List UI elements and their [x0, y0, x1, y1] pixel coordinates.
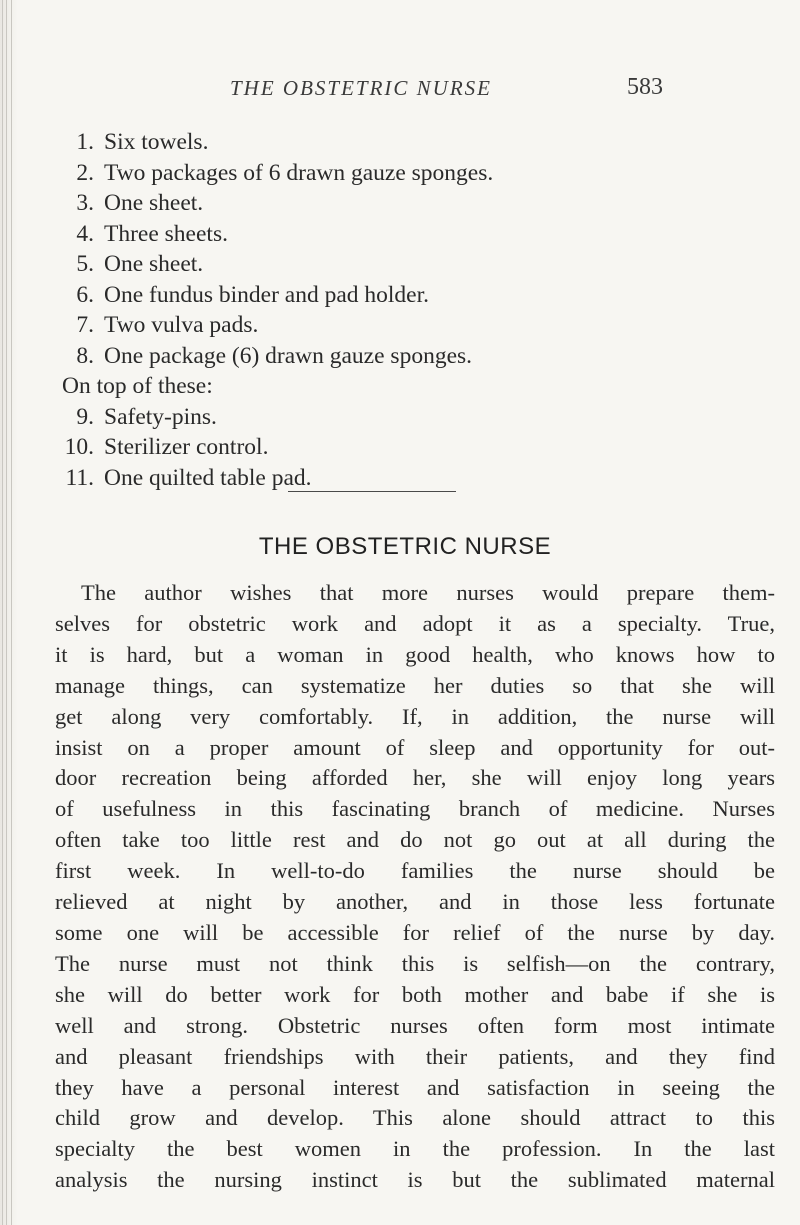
- list-item-number: 7.: [76, 312, 94, 338]
- page-edge-line: [2, 0, 3, 1225]
- paragraph-line: selves for obstetric work and adopt it as a specialty. True,: [55, 610, 775, 636]
- paragraph-line: door recreation being afforded her, she will enjoy long years: [55, 765, 775, 791]
- page-edge-line: [11, 0, 12, 1225]
- list-item-text: Sterilizer control.: [104, 434, 269, 460]
- paragraph-line: and pleasant friendships with their patients, and they find: [55, 1043, 775, 1069]
- list-item: [55, 402, 755, 433]
- list-subheading: [55, 371, 755, 402]
- list-item-number: 2.: [76, 159, 94, 186]
- list-item-number: 9.: [76, 403, 94, 430]
- list-item-text: One sheet.: [104, 190, 204, 216]
- list-item: [55, 188, 755, 219]
- list-item-text: Six towels.: [104, 129, 209, 155]
- running-head-title: THE OBSTETRIC NURSE: [230, 76, 493, 100]
- list-item: [55, 158, 755, 189]
- list-item-text: Two vulva pads.: [104, 312, 259, 338]
- running-head: [0, 76, 800, 106]
- list-item-number: 10.: [64, 434, 94, 460]
- paragraph-line: insist on a proper amount of sleep and opportunity for out-: [55, 734, 775, 760]
- paragraph-line: some one will be accessible for relief of the nurse by day.: [55, 919, 775, 945]
- paragraph-line: they have a personal interest and satisfaction in seeing the: [55, 1074, 775, 1100]
- paragraph-line: of usefulness in this fascinating branch of medicine. Nurses: [55, 796, 775, 822]
- list-item-text: One package (6) drawn gauze sponges.: [104, 342, 473, 369]
- paragraph-line: analysis the nursing instinct is but the sublimated maternal: [55, 1167, 775, 1193]
- list-item-text: One quilted table pad.: [104, 464, 312, 491]
- numbered-list: [55, 127, 755, 493]
- list-item-number: 8.: [76, 342, 94, 369]
- paragraph-line: The author wishes that more nurses would prepare them-: [81, 580, 775, 605]
- body-paragraph: [55, 578, 775, 1196]
- list-item-text: Safety-pins.: [104, 403, 217, 430]
- page-number: 583: [627, 74, 663, 100]
- list-item-text: One sheet.: [104, 251, 204, 277]
- paragraph-line: specialty the best women in the profession. In the last: [55, 1136, 775, 1162]
- list-item: [55, 249, 755, 280]
- list-item-text: Three sheets.: [104, 220, 228, 247]
- list-subheading-text: On top of these:: [62, 373, 213, 399]
- paragraph-line: manage things, can systematize her duties so that she will: [55, 672, 775, 698]
- list-item-number: 4.: [76, 220, 94, 247]
- list-item-number: 3.: [76, 190, 94, 216]
- list-item: [55, 219, 755, 250]
- list-item-text: One fundus binder and pad holder.: [104, 281, 430, 308]
- list-item: [55, 341, 755, 372]
- paragraph-line: relieved at night by another, and in those less fortunate: [55, 889, 775, 915]
- paragraph-line: well and strong. Obstetric nurses often form most intimate: [55, 1012, 775, 1038]
- paragraph-line: it is hard, but a woman in good health, who knows how to: [55, 641, 775, 667]
- paragraph-line: often take too little rest and do not go out at all during the: [55, 827, 775, 853]
- list-item-number: 11.: [65, 464, 94, 491]
- list-item-text: Two packages of 6 drawn gauze sponges.: [104, 159, 494, 186]
- paragraph-line: The nurse must not think this is selfish—on the contrary,: [55, 950, 775, 976]
- list-item: [55, 463, 755, 494]
- section-divider: [288, 491, 456, 492]
- section-heading: THE OBSTETRIC NURSE: [258, 533, 552, 560]
- list-item: [55, 310, 755, 341]
- list-item: [55, 280, 755, 311]
- list-item: [55, 432, 755, 463]
- paragraph-line: child grow and develop. This alone should attract to this: [55, 1105, 775, 1131]
- paragraph-line: she will do better work for both mother and babe if she is: [55, 981, 775, 1007]
- page-edge-line: [6, 0, 7, 1225]
- list-item-number: 5.: [76, 251, 94, 277]
- page-edge: [0, 0, 18, 1225]
- list-item: [55, 127, 755, 158]
- list-item-number: 6.: [76, 281, 94, 308]
- paragraph-line: get along very comfortably. If, in addition, the nurse will: [55, 703, 775, 729]
- paragraph-line: first week. In well-to-do families the nurse should be: [55, 858, 775, 884]
- list-item-number: 1.: [76, 129, 94, 155]
